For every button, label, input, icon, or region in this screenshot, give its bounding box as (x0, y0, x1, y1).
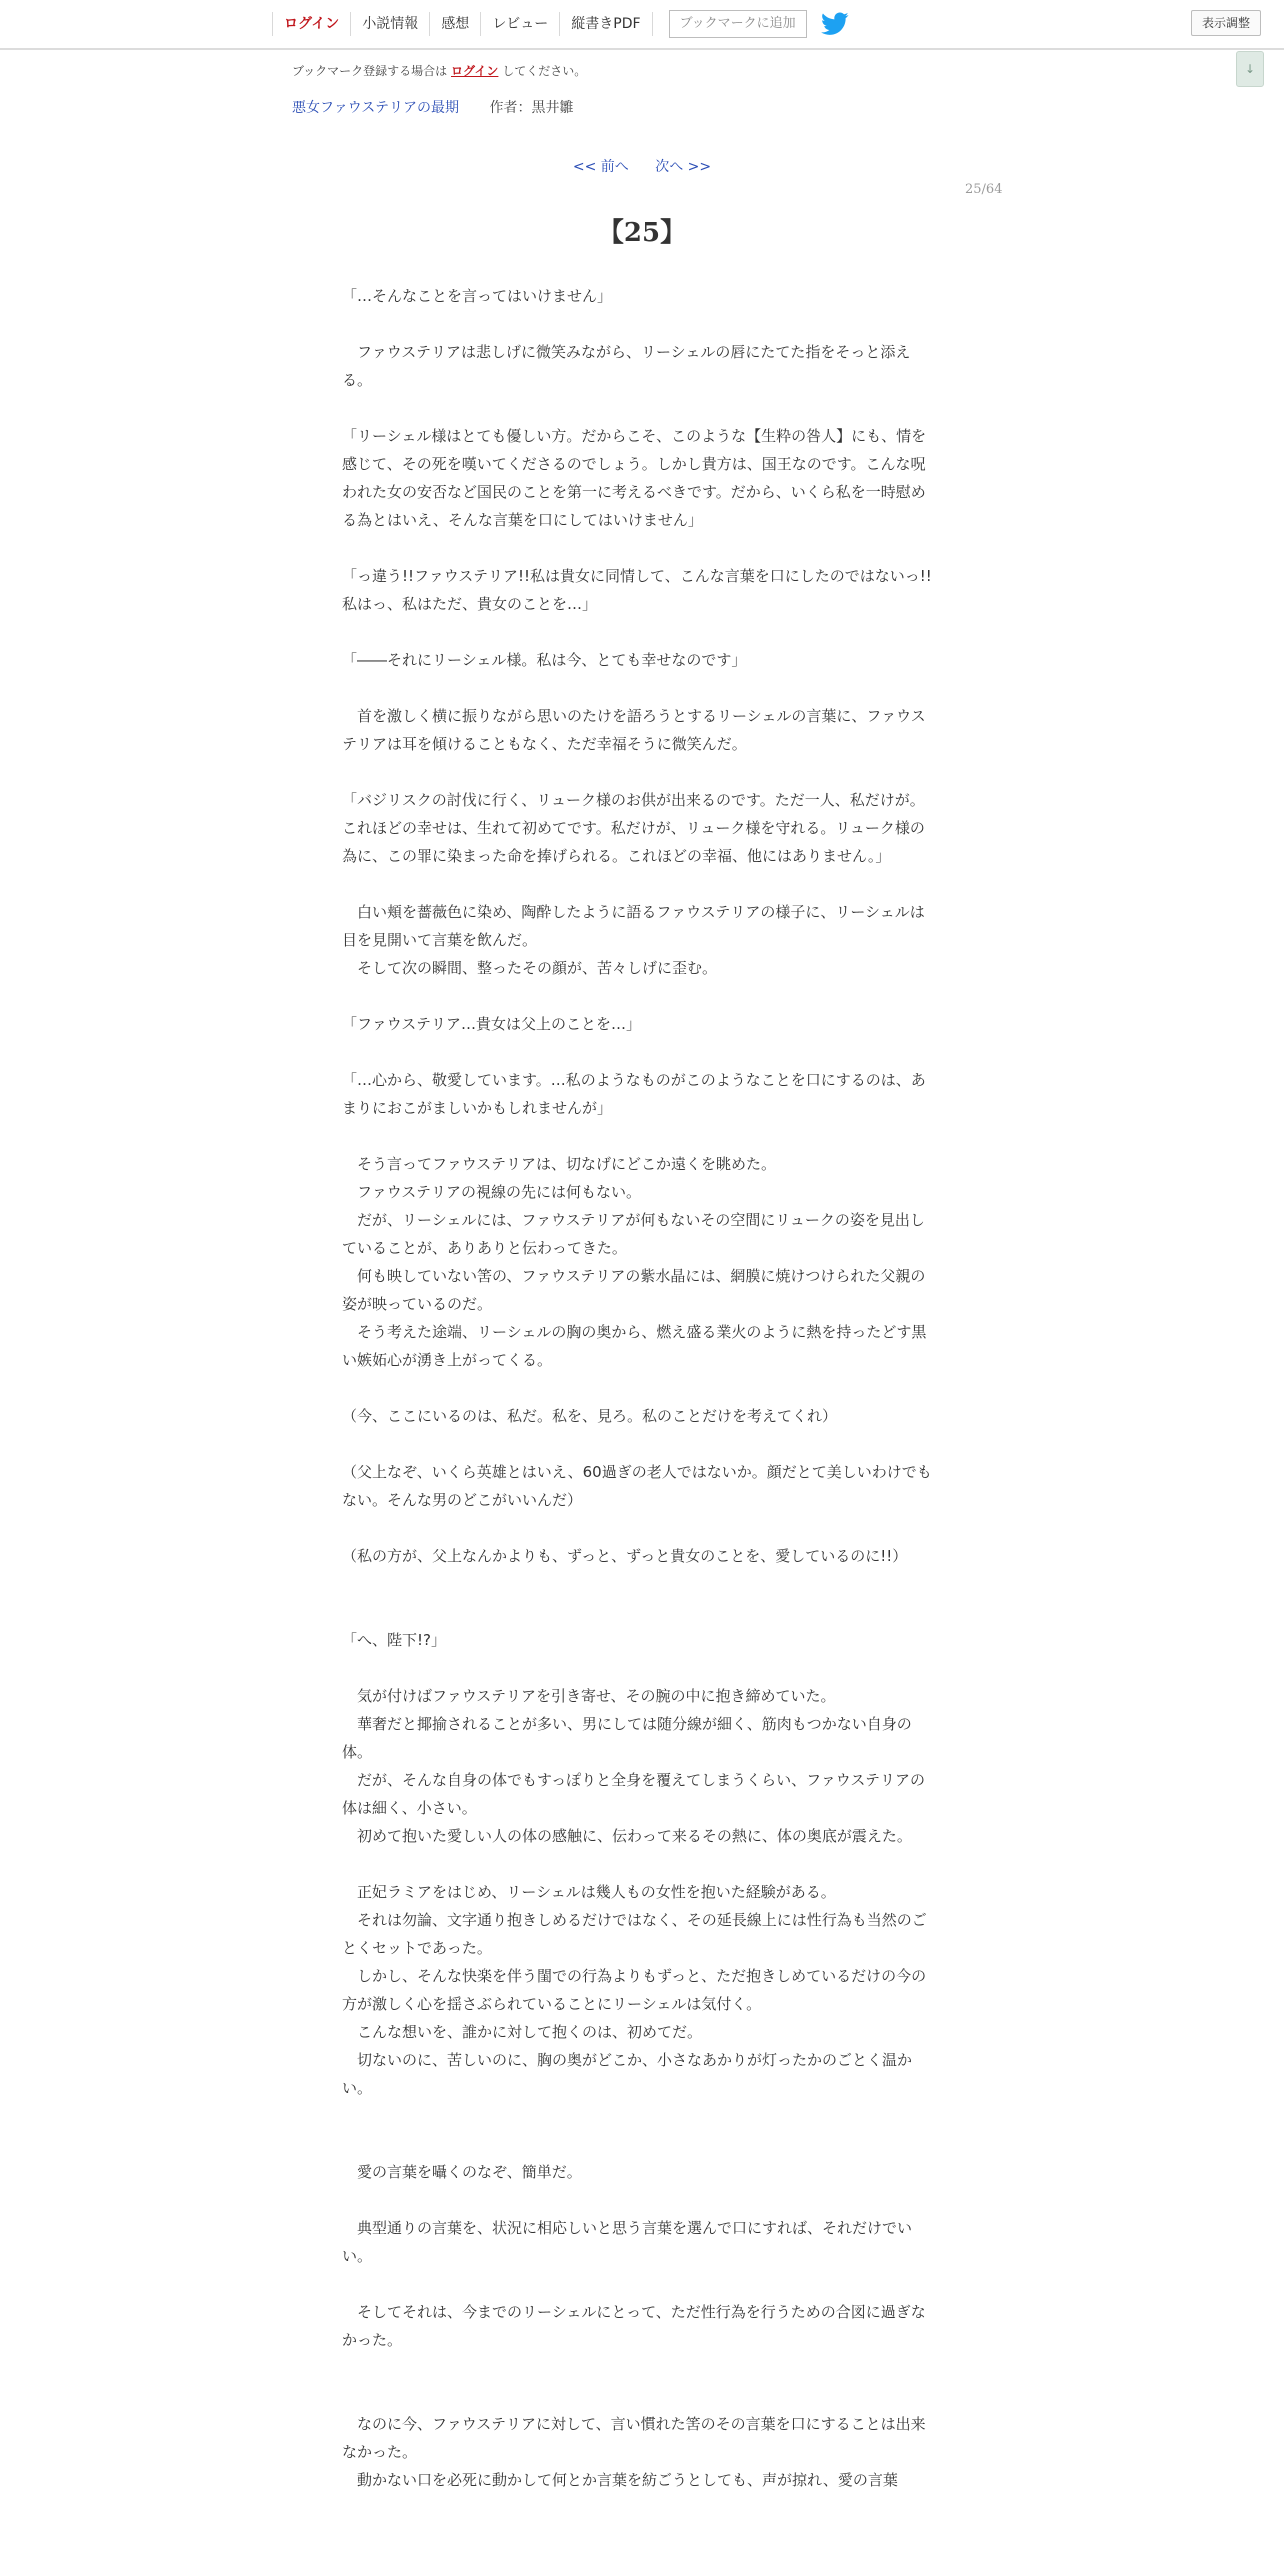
scroll-down-tab[interactable]: ↓ (1236, 51, 1264, 87)
body-line (342, 758, 938, 786)
body-line: それは勿論、文字通り抱きしめるだけではなく、その延長線上には性行為も当然のごとくセットであった。 (342, 1911, 927, 1957)
body-line: そして次の瞬間、整ったその顔が、苦々しげに歪む。 (342, 959, 718, 977)
body-line: 正妃ラミアをはじめ、リーシェルは幾人もの女性を抱いた経験がある。 (342, 1883, 836, 1901)
body-line: 動かない口を必死に動かして何とか言葉を紡ごうとしても、声が掠れ、愛の言葉 (342, 2471, 898, 2489)
bookmark-note-login-link[interactable]: ログイン (451, 64, 499, 78)
body-line: しかし、そんな快楽を伴う閨での行為よりもずっと、ただ抱きしめているだけの今の方が激しく心を揺さぶられていることにリーシェルは気付く。 (342, 1967, 927, 2013)
body-line: （私の方が、父上なんかよりも、ずっと、ずっと貴女のことを、愛しているのに!!） (342, 1547, 908, 1565)
body-line (342, 982, 938, 1010)
body-line: ファウステリアの視線の先には何もない。 (342, 1183, 641, 1201)
body-line: そう言ってファウステリアは、切なげにどこか遠くを眺めた。 (342, 1155, 776, 1173)
body-line: 愛の言葉を囁くのなぞ、簡単だ。 (342, 2163, 582, 2181)
body-line: こんな想いを、誰かに対して抱くのは、初めてだ。 (342, 2023, 703, 2041)
bookmark-note-before: ブックマーク登録する場合は (292, 64, 448, 78)
body-line: 切ないのに、苦しいのに、胸の奥がどこか、小さなあかりが灯ったかのごとく温かい。 (342, 2051, 913, 2097)
body-line (342, 2382, 938, 2410)
body-line (342, 2102, 938, 2130)
body-line (342, 1850, 938, 1878)
body-line (342, 310, 938, 338)
body-line: だが、そんな自身の体でもすっぽりと全身を覆えてしまうくらい、ファウステリアの体は細く、小さい。 (342, 1771, 926, 1817)
twitter-icon[interactable] (821, 12, 849, 36)
body-line: 華奢だと揶揄されることが多い、男にしては随分線が細く、筋肉もつかない自身の体。 (342, 1715, 912, 1761)
body-line (342, 674, 938, 702)
body-line (342, 2130, 938, 2158)
nav-impressions-link[interactable]: 感想 (429, 12, 480, 36)
chapter-title: 【25】 (597, 218, 687, 248)
display-settings-button[interactable]: 表示調整 (1191, 10, 1261, 36)
body-line: なのに今、ファウステリアに対して、言い慣れた筈のその言葉を口にすることは出来なかった。 (342, 2415, 926, 2461)
site-nav (272, 9, 849, 39)
body-line: （父上なぞ、いくら英雄とはいえ、60過ぎの老人ではないか。顔だとて美しいわけでもない。そんな男のどこがいいんだ） (342, 1463, 932, 1509)
body-line: 「…そんなことを言ってはいけません」 (342, 287, 613, 305)
body-line: 首を激しく横に振りながら思いのたけを語ろうとするリーシェルの言葉に、ファウステリアは耳を傾けることもなく、ただ幸福そうに微笑んだ。 (342, 707, 926, 753)
body-line: 「――それにリーシェル様。私は今、とても幸せなのです」 (342, 651, 747, 669)
chapter-pager (0, 156, 1284, 176)
body-line: だが、リーシェルには、ファウステリアが何もないその空間にリュークの姿を見出していることが、ありありと伝わってきた。 (342, 1211, 925, 1257)
body-line: そしてそれは、今までのリーシェルにとって、ただ性行為を行うための合図に過ぎなかった。 (342, 2303, 926, 2349)
body-line (342, 1374, 938, 1402)
body-line (342, 1654, 938, 1682)
nav-novel-info-link[interactable]: 小説情報 (350, 12, 429, 36)
body-line: 「ファウステリア…貴女は父上のことを…」 (342, 1015, 641, 1033)
body-line (342, 2354, 938, 2382)
prev-chapter-link[interactable]: << 前へ (572, 159, 629, 175)
novel-header (292, 97, 573, 117)
body-line (342, 534, 938, 562)
body-line (342, 1598, 938, 1626)
body-line: 何も映していない筈の、ファウステリアの紫水晶には、網膜に焼けつけられた父親の姿が映っているのだ。 (342, 1267, 926, 1313)
body-line: 「…心から、敬愛しています。…私のようなものがこのようなことを口にするのは、あまりにおこがましいかもしれませんが」 (342, 1071, 926, 1117)
top-nav-bar (0, 0, 1284, 50)
nav-pdf-link[interactable]: 縦書きPDF (559, 12, 652, 36)
body-line: ファウステリアは悲しげに微笑みながら、リーシェルの唇にたてた指をそっと添える。 (342, 343, 911, 389)
author-label: 作者：黒井雛 (489, 100, 574, 116)
body-line (342, 2186, 938, 2214)
chapter-count: 25/64 (965, 182, 1003, 197)
body-line: 気が付けばファウステリアを引き寄せ、その腕の中に抱き締めていた。 (342, 1687, 836, 1705)
novel-title-link[interactable]: 悪女ファウステリアの最期 (292, 100, 460, 116)
body-line (342, 618, 938, 646)
body-line: 「バジリスクの討伐に行く、リューク様のお供が出来るのです。ただ一人、私だけが。これほどの幸せは、生れて初めてです。私だけが、リューク様を守れる。リューク様の為に、この罪に染まった命を捧げられる。これほどの幸福、他にはありません。」 (342, 791, 925, 865)
bookmark-login-note (292, 62, 586, 79)
chapter-body (342, 282, 938, 2494)
bookmark-note-after: してください。 (502, 64, 587, 78)
body-line (342, 1038, 938, 1066)
add-bookmark-button[interactable]: ブックマークに追加 (669, 10, 807, 38)
body-line: 「へ、陛下!?」 (342, 1631, 446, 1649)
body-line (342, 1570, 938, 1598)
body-line: 初めて抱いた愛しい人の体の感触に、伝わって来るその熱に、体の奥底が震えた。 (342, 1827, 912, 1845)
body-line: 「リーシェル様はとても優しい方。だからこそ、このような【生粋の咎人】にも、情を感じて、その死を嘆いてくださるのでしょう。しかし貴方は、国王なのです。こんな呪われた女の安否など国民のことを第一に考えるべきです。だから、いくら私を一時慰める為とはいえ、そんな言葉を口にしてはいけません」 (342, 427, 927, 529)
body-line: （今、ここにいるのは、私だ。私を、見ろ。私のことだけを考えてくれ） (342, 1407, 838, 1425)
body-line (342, 1122, 938, 1150)
next-chapter-link[interactable]: 次へ >> (655, 159, 712, 175)
nav-login-link[interactable]: ログイン (272, 12, 350, 36)
body-line (342, 1514, 938, 1542)
body-line (342, 394, 938, 422)
body-line (342, 2270, 938, 2298)
body-line: 「っ違う!!ファウステリア!!私は貴女に同情して、こんな言葉を口にしたのではないっ!!私はっ、私はただ、貴女のことを…」 (342, 567, 932, 613)
body-line (342, 1430, 938, 1458)
body-line (342, 870, 938, 898)
nav-review-link[interactable]: レビュー (480, 12, 559, 36)
body-line: 典型通りの言葉を、状況に相応しいと思う言葉を選んで口にすれば、それだけでいい。 (342, 2219, 913, 2265)
body-line: 白い頬を薔薇色に染め、陶酔したように語るファウステリアの様子に、リーシェルは目を見開いて言葉を飲んだ。 (342, 903, 925, 949)
body-line: そう考えた途端、リーシェルの胸の奥から、燃え盛る業火のように熱を持ったどす黒い嫉妬心が湧き上がってくる。 (342, 1323, 927, 1369)
